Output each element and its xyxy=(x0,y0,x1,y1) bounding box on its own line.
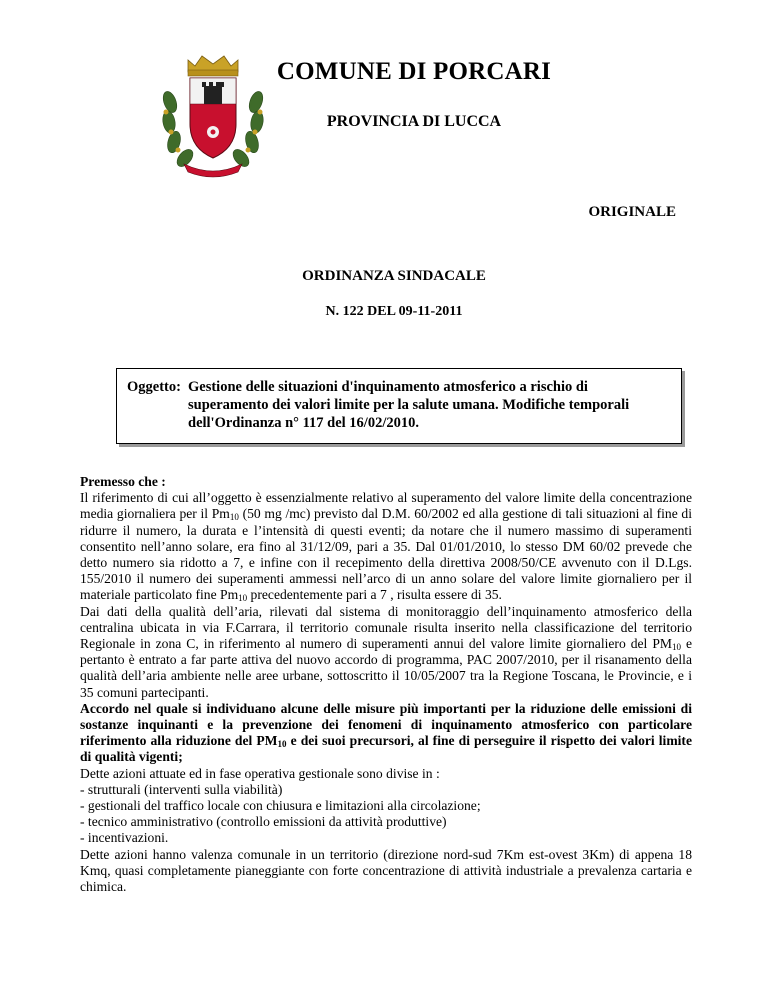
paragraph-1: Il riferimento di cui all’oggetto è essenzialmente relativo al superamento del valore limite della concentrazione media giornaliera per il $Pm_{10}$ (50 mg /mc) previsto dal D.M. 60/2002 ed alla gestione di tali situazioni al fine di ridurre il numero, la durata e l’intensità di questi eventi; da notare che il numero massimo di superamenti consentito nell’anno solare, era fino al 31/12/09, pari a 35. Dal 01/01/2010, lo stesso DM 60/02 prevede che detto numero sia ridotto a 7, e infine con il recepimento della direttiva 2008/50/CE avvenuto con il D.Lgs. 155/2010 il numero dei superamenti ammessi nell’arco di un anno solare del valore limite giornaliero per il materiale particolato fine $Pm_{10}$ precedentemente pari a 7 , risulta essere di 35. xyxy=(80,490,692,604)
list-item: - strutturali (interventi sulla viabilità) xyxy=(80,781,283,797)
paragraph-4: Dette azioni attuate ed in fase operativa gestionale sono divise in : xyxy=(80,765,440,781)
subject-label: Oggetto: xyxy=(127,379,181,395)
list-item: - incentivazioni. xyxy=(80,830,169,846)
list-item: - gestionali del traffico locale con chiusura e limitazioni alla circolazione; xyxy=(80,798,481,814)
list-item: - tecnico amministrativo (controllo emissioni da attività produttive) xyxy=(80,814,447,830)
ordinance-number: N. 122 DEL 09-11-2011 xyxy=(325,304,463,319)
document-status: ORIGINALE xyxy=(588,204,676,220)
premesso-heading: Premesso che : xyxy=(80,474,166,489)
comune-title: COMUNE DI PORCARI xyxy=(276,58,552,85)
paragraph-5: Dette azioni hanno valenza comunale in un territorio (direzione nord-sud 7Km est-ovest 3Km) di appena 18 Kmq, quasi completamente pianeggiante con forte concentrazione di attività industriale a prevalenza cartaria e chimica. xyxy=(80,846,692,895)
subject-box xyxy=(116,368,682,444)
paragraph-3: Accordo nel quale si individuano alcune delle misure più importanti per la riduzione delle emissioni di sostanze inquinanti e la prevenzione dei fenomeni di inquinamento atmosferico con particolare riferimento alla riduzione del $PM_{10}$ e dei suoi precursori, al fine di perseguire il rispetto dei valori limite di qualità vigenti; xyxy=(80,700,692,765)
document-body xyxy=(80,474,692,895)
paragraph-2: Dai dati della qualità dell’aria, rilevati dal sistema di monitoraggio dell’inquinamento atmosferico della centralina ubicata in via F.Carrara, il territorio comunale risulta inserito nella classificazione del territorio Regionale in zona C, in riferimento al numero di superamenti annui del valore limite giornaliero del $PM_{10}$ e pertanto è entrato a far parte attiva del nuovo accordo di programma, PAC 2007/2010, per il risanamento della qualità dell’aria ambiente nelle aree urbane, sottoscritto il 10/05/2007 tra la Regione Toscana, le Provincie, e i 35 comuni partecipanti. xyxy=(80,603,692,700)
subject-text: Gestione delle situazioni d'inquinamento atmosferico a rischio di superamento dei valori limite per la salute umana. Modifiche temporali dell'Ordinanza n° 117 del 16/02/2010. xyxy=(188,379,630,431)
provincia-title: PROVINCIA DI LUCCA xyxy=(326,113,502,130)
ordinance-type: ORDINANZA SINDACALE xyxy=(302,268,486,284)
